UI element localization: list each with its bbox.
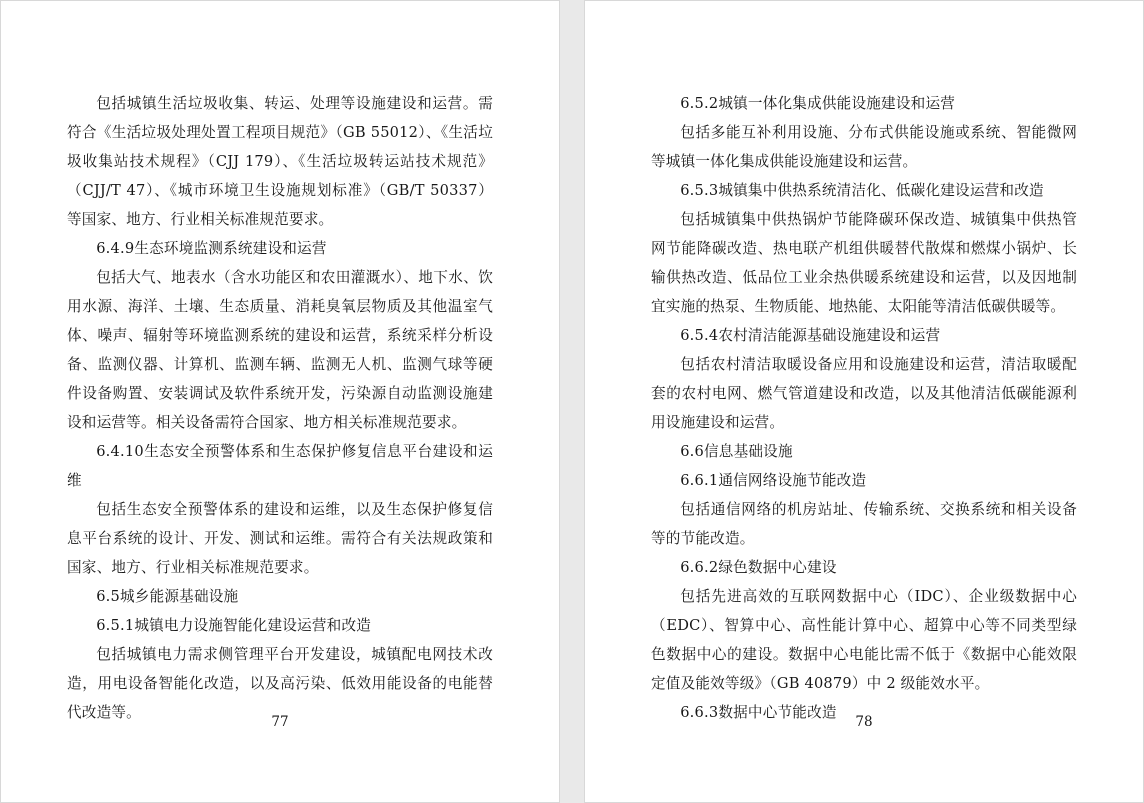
section-number: 6.5.4 xyxy=(680,327,719,344)
body-paragraph: 包括生态安全预警体系的建设和运维，以及生态保护修复信息平台系统的设计、开发、测试和运维。需符合有关法规政策和国家、地方、行业相关标准规范要求。 xyxy=(67,501,493,576)
section-number: 6.5 xyxy=(96,588,120,605)
body-paragraph: 包括大气、地表水（含水功能区和农田灌溉水）、地下水、饮用水源、海洋、土壤、生态质量、消耗臭氧层物质及其他温室气体、噪声、辐射等环境监测系统的建设和运营，系统采样分析设备、监测仪器、计算机、监测车辆、监测无人机、监测气球等硬件设备购置、安装调试及软件系统开发，污染源自动监测设施建设和运营等。相关设备需符合国家、地方相关标准规范要求。 xyxy=(67,269,493,431)
body-paragraph: 包括通信网络的机房站址、传输系统、交换系统和相关设备等的节能改造。 xyxy=(651,501,1077,547)
section-heading xyxy=(67,582,493,611)
page-content-right xyxy=(585,1,1143,802)
section-title: 城镇电力设施智能化建设运营和改造 xyxy=(134,617,372,634)
section-title: 城乡能源基础设施 xyxy=(120,588,239,605)
page-content-left xyxy=(1,1,559,802)
section-heading xyxy=(651,89,1077,118)
body-paragraph: 包括城镇生活垃圾收集、转运、处理等设施建设和运营。需符合《生活垃圾处理处置工程项目规范》（GB 55012）、《生活垃圾收集站技术规程》（CJJ 179）、《生活垃圾转运站技术规范》（CJJ/T 47）、《城市环境卫生设施规划标准》（GB/T 50337）等国家、地方、行业相关标准规范要求。 xyxy=(67,95,493,228)
section-title: 农村清洁能源基础设施建设和运营 xyxy=(718,327,941,344)
document-page-right xyxy=(584,0,1144,803)
section-heading xyxy=(67,437,493,495)
section-title: 数据中心节能改造 xyxy=(718,704,837,721)
section-heading xyxy=(651,437,1077,466)
section-heading xyxy=(67,234,493,263)
section-heading xyxy=(651,553,1077,582)
page-number-right: 78 xyxy=(855,714,873,730)
section-title: 城镇一体化集成供能设施建设和运营 xyxy=(718,95,956,112)
section-number: 6.6.1 xyxy=(680,472,719,489)
section-title: 通信网络设施节能改造 xyxy=(718,472,867,489)
body-paragraph: 包括多能互补利用设施、分布式供能设施或系统、智能微网等城镇一体化集成供能设施建设和运营。 xyxy=(651,124,1077,170)
body-paragraph: 包括先进高效的互联网数据中心（IDC）、企业级数据中心（EDC）、智算中心、高性能计算中心、超算中心等不同类型绿色数据中心的建设。数据中心电能比需不低于《数据中心能效限定值及能效等级》（GB 40879）中 2 级能效水平。 xyxy=(651,588,1077,692)
section-title: 城镇集中供热系统清洁化、低碳化建设运营和改造 xyxy=(718,182,1044,199)
section-heading xyxy=(651,176,1077,205)
section-heading xyxy=(67,611,493,640)
section-number: 6.5.3 xyxy=(680,182,719,199)
section-title: 生态环境监测系统建设和运营 xyxy=(134,240,327,257)
section-heading xyxy=(651,466,1077,495)
section-title: 信息基础设施 xyxy=(704,443,793,460)
document-page-left xyxy=(0,0,560,803)
section-number: 6.4.9 xyxy=(96,240,135,257)
section-number: 6.5.1 xyxy=(96,617,135,634)
section-heading xyxy=(651,321,1077,350)
body-paragraph: 包括城镇电力需求侧管理平台开发建设，城镇配电网技术改造，用电设备智能化改造，以及高污染、低效用能设备的电能替代改造等。 xyxy=(67,646,493,721)
body-paragraph: 包括农村清洁取暖设备应用和设施建设和运营，清洁取暖配套的农村电网、燃气管道建设和改造，以及其他清洁低碳能源利用设施建设和运营。 xyxy=(651,356,1077,431)
body-paragraph: 包括城镇集中供热锅炉节能降碳环保改造、城镇集中供热管网节能降碳改造、热电联产机组供暖替代散煤和燃煤小锅炉、长输供热改造、低品位工业余热供暖系统建设和运营，以及因地制宜实施的热泵、生物质能、地热能、太阳能等清洁低碳供暖等。 xyxy=(651,211,1077,315)
section-title: 绿色数据中心建设 xyxy=(718,559,837,576)
section-number: 6.6.2 xyxy=(680,559,719,576)
section-title: 生态安全预警体系和生态保护修复信息平台建设和运维 xyxy=(67,443,493,489)
section-number: 6.6.3 xyxy=(680,704,719,721)
section-number: 6.6 xyxy=(680,443,704,460)
section-number: 6.5.2 xyxy=(680,95,719,112)
section-number: 6.4.10 xyxy=(96,443,144,460)
page-number-left: 77 xyxy=(271,714,289,730)
